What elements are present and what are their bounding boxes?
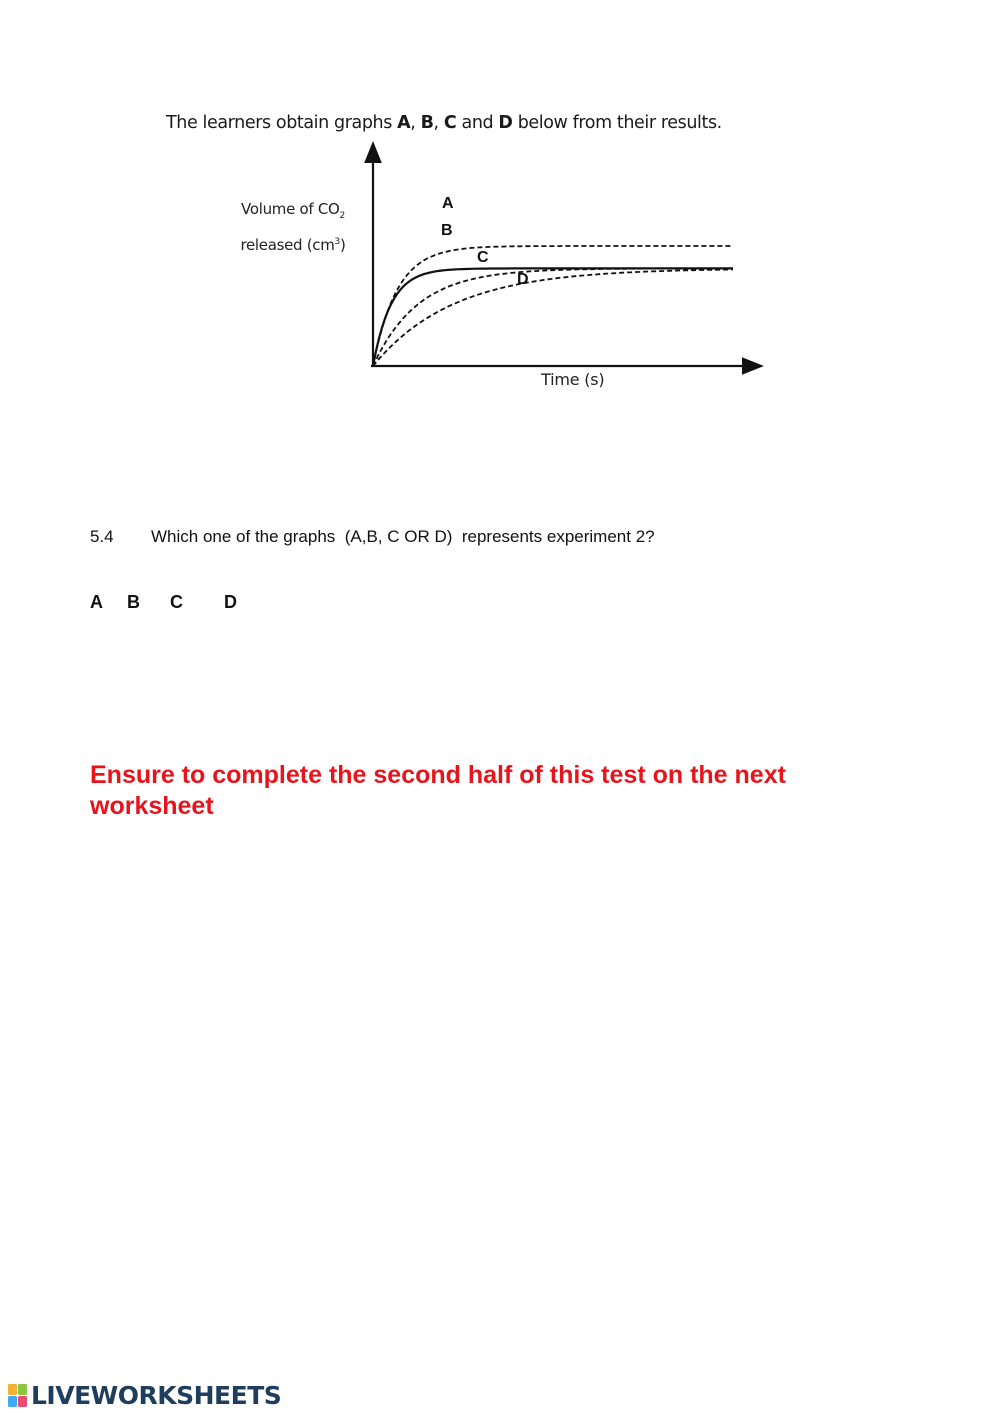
answer-option-a[interactable]: A <box>90 592 103 612</box>
answer-option-c[interactable]: C <box>170 592 183 612</box>
brand-name: LIVEWORKSHEETS <box>31 1381 282 1410</box>
x-axis-label: Time (s) <box>541 370 605 389</box>
curve-label-b: B <box>441 222 453 239</box>
answer-option-d[interactable]: D <box>224 592 237 612</box>
next-worksheet-notice: Ensure to complete the second half of this test on the next worksheet <box>90 761 786 820</box>
answer-option-b[interactable]: B <box>127 592 140 612</box>
question-number: 5.4 <box>90 527 114 546</box>
curve-label-c: C <box>477 249 489 266</box>
graph-intro-text: The learners obtain graphs A, B, C and D below from their results. <box>166 113 722 133</box>
curve-label-a: A <box>442 195 454 212</box>
y-axis-label: Volume of $CO_2$ released $(cm^3)$ <box>240 200 346 254</box>
curve-d <box>373 270 733 367</box>
curve-label-d: D <box>517 271 529 288</box>
curve-a <box>373 246 733 366</box>
reaction-rate-graph <box>225 140 785 380</box>
logo-blocks-icon <box>8 1384 28 1408</box>
question-text: Which one of the graphs (A,B, C OR D) represents experiment 2? <box>151 527 655 546</box>
liveworksheets-logo[interactable] <box>8 1381 281 1410</box>
